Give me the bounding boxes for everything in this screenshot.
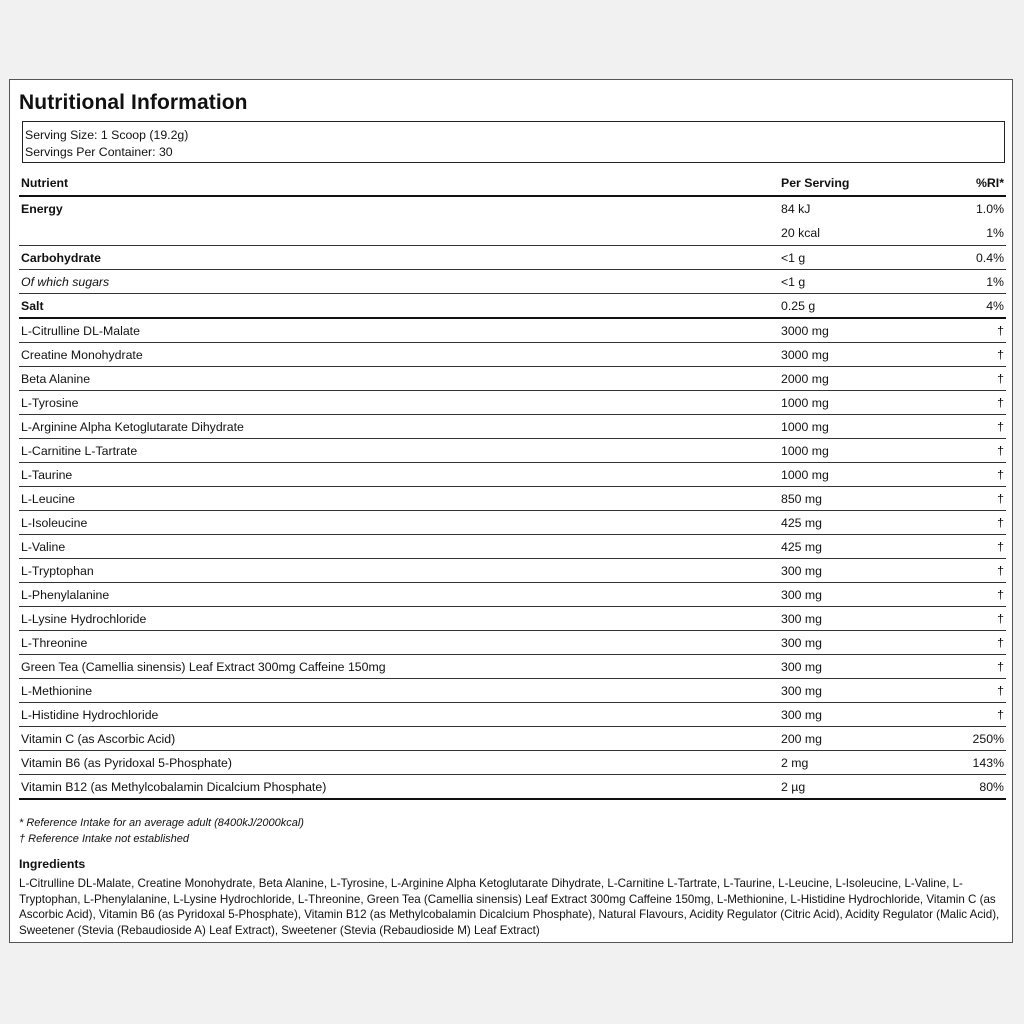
table-row: [19, 463, 1006, 487]
nutrient-amount: 1000 mg: [779, 463, 933, 487]
nutrient-amount: 425 mg: [779, 535, 933, 559]
nutrient-ri: †: [933, 559, 1006, 583]
table-row: [19, 511, 1006, 535]
table-row: [19, 751, 1006, 775]
nutrient-ri: †: [933, 631, 1006, 655]
table-row: [19, 559, 1006, 583]
nutrient-name: L-Citrulline DL-Malate: [19, 318, 779, 343]
table-row-energy-kcal: [19, 221, 1006, 246]
table-row: [19, 318, 1006, 343]
table-row: [19, 487, 1006, 511]
footnotes: [19, 815, 304, 847]
header-nutrient: Nutrient: [19, 170, 779, 196]
nutrient-name: Creatine Monohydrate: [19, 343, 779, 367]
nutrient-ri: †: [933, 343, 1006, 367]
salt-label: Salt: [19, 294, 779, 319]
nutrient-name: L-Arginine Alpha Ketoglutarate Dihydrate: [19, 415, 779, 439]
nutrient-ri: †: [933, 703, 1006, 727]
nutrient-ri: 80%: [933, 775, 1006, 800]
sugars-ri: 1%: [933, 270, 1006, 294]
nutrient-amount: 300 mg: [779, 631, 933, 655]
nutrient-name: Beta Alanine: [19, 367, 779, 391]
nutrient-name: L-Phenylalanine: [19, 583, 779, 607]
page-title: Nutritional Information: [19, 91, 248, 114]
table-row: [19, 583, 1006, 607]
energy-kcal-ri: 1%: [933, 221, 1006, 246]
table-row: [19, 679, 1006, 703]
nutrient-ri: †: [933, 463, 1006, 487]
nutrient-name: L-Methionine: [19, 679, 779, 703]
nutrient-amount: 1000 mg: [779, 415, 933, 439]
table-row: [19, 391, 1006, 415]
nutrient-ri: 143%: [933, 751, 1006, 775]
nutrient-amount: 300 mg: [779, 703, 933, 727]
header-ri: %RI*: [933, 170, 1006, 196]
nutrient-ri: †: [933, 535, 1006, 559]
carbohydrate-value: <1 g: [779, 246, 933, 270]
nutrient-name: L-Threonine: [19, 631, 779, 655]
salt-value: 0.25 g: [779, 294, 933, 319]
energy-kcal-value: 20 kcal: [779, 221, 933, 246]
nutrient-amount: 1000 mg: [779, 391, 933, 415]
energy-kj-ri: 1.0%: [975, 202, 1004, 216]
nutrient-ri: †: [933, 367, 1006, 391]
dagger-footnote: † Reference Intake not established: [19, 833, 190, 845]
energy-kj-value: 84 kJ: [781, 202, 811, 216]
nutrient-ri: †: [933, 679, 1006, 703]
nutrition-table: [19, 170, 1006, 800]
nutrient-amount: 300 mg: [779, 655, 933, 679]
nutrient-name: L-Histidine Hydrochloride: [19, 703, 779, 727]
table-row: [19, 415, 1006, 439]
table-row: [19, 631, 1006, 655]
nutrient-name: L-Valine: [19, 535, 779, 559]
table-row: [19, 535, 1006, 559]
nutrient-ri: †: [933, 583, 1006, 607]
nutrient-amount: 300 mg: [779, 607, 933, 631]
nutrient-amount: 2000 mg: [779, 367, 933, 391]
nutrient-amount: 425 mg: [779, 511, 933, 535]
nutrient-ri: †: [933, 511, 1006, 535]
nutrient-amount: 2 mg: [779, 751, 933, 775]
nutrition-panel: [9, 79, 1013, 943]
carbohydrate-ri: 0.4%: [933, 246, 1006, 270]
table-row: [19, 775, 1006, 800]
table-row: [19, 703, 1006, 727]
table-row-sugars: [19, 270, 1006, 294]
carbohydrate-label: Carbohydrate: [19, 246, 779, 270]
serving-size: Serving Size: 1 Scoop (19.2g): [25, 128, 189, 142]
table-row-carbohydrate: [19, 246, 1006, 270]
nutrient-name: L-Lysine Hydrochloride: [19, 607, 779, 631]
nutrient-ri: †: [933, 415, 1006, 439]
sugars-value: <1 g: [779, 270, 933, 294]
nutrient-ri: †: [933, 655, 1006, 679]
table-row: [19, 343, 1006, 367]
ingredients-text: L-Citrulline DL-Malate, Creatine Monohydrate, Beta Alanine, L-Tyrosine, L-Arginine Alpha Ketoglutarate Dihydrate, L-Carnitine L-Tartrate, L-Taurine, L-Leucine, L-Isoleucine, L-Valine, L-Tryptophan, L-Phenylalanine, L-Lysine Hydrochloride, L-Threonine, Green Tea (Camellia sinensis) Leaf Extract 300mg Caffeine 150mg, L-Methionine, L-Histidine Hydrochloride, Vitamin C (as Ascorbic Acid), Vitamin B6 (as Pyridoxal 5-Phosphate), Vitamin B12 (as Methylcobalamin Dicalcium Phosphate), Natural Flavours, Acidity Regulator (Citric Acid), Acidity Regulator (Malic Acid), Sweetener (Stevia (Rebaudioside A) Leaf Extract), Sweetener (Stevia (Rebaudioside M) Leaf Extract): [19, 877, 1000, 937]
table-row: [19, 655, 1006, 679]
table-header-row: [19, 170, 1006, 196]
nutrient-name: L-Taurine: [19, 463, 779, 487]
nutrient-name: Vitamin B6 (as Pyridoxal 5-Phosphate): [19, 751, 779, 775]
nutrient-name: L-Leucine: [19, 487, 779, 511]
serving-info-box: [22, 121, 1005, 163]
nutrient-name: Vitamin C (as Ascorbic Acid): [19, 727, 779, 751]
nutrient-amount: 1000 mg: [779, 439, 933, 463]
nutrient-ri: †: [933, 391, 1006, 415]
nutrient-amount: 3000 mg: [779, 318, 933, 343]
nutrient-name: L-Tryptophan: [19, 559, 779, 583]
nutrient-amount: 200 mg: [779, 727, 933, 751]
nutrient-amount: 850 mg: [779, 487, 933, 511]
table-body: [19, 196, 1006, 799]
nutrient-amount: 300 mg: [779, 583, 933, 607]
nutrient-ri: †: [933, 607, 1006, 631]
servings-per-container: Servings Per Container: 30: [25, 144, 173, 159]
nutrient-ri: 250%: [933, 727, 1006, 751]
nutrient-ri: †: [933, 318, 1006, 343]
nutrient-name: L-Isoleucine: [19, 511, 779, 535]
ingredients-heading: Ingredients: [19, 857, 86, 871]
nutrient-amount: 300 mg: [779, 559, 933, 583]
energy-label: Energy: [21, 202, 63, 216]
nutrient-ri: †: [933, 439, 1006, 463]
nutrient-name: L-Tyrosine: [19, 391, 779, 415]
nutrient-amount: 300 mg: [779, 679, 933, 703]
ri-footnote: * Reference Intake for an average adult (8400kJ/2000kcal): [19, 817, 304, 829]
nutrient-name: Green Tea (Camellia sinensis) Leaf Extract 300mg Caffeine 150mg: [19, 655, 779, 679]
table-row: [19, 367, 1006, 391]
nutrient-amount: 2 µg: [779, 775, 933, 800]
nutrient-name: Vitamin B12 (as Methylcobalamin Dicalcium Phosphate): [19, 775, 779, 800]
sugars-label: Of which sugars: [19, 270, 779, 294]
nutrient-ri: †: [933, 487, 1006, 511]
nutrient-amount: 3000 mg: [779, 343, 933, 367]
table-row: [19, 727, 1006, 751]
table-row: [19, 439, 1006, 463]
table-row: [19, 607, 1006, 631]
nutrient-name: L-Carnitine L-Tartrate: [19, 439, 779, 463]
salt-ri: 4%: [933, 294, 1006, 319]
table-row-energy-kj: [19, 196, 1006, 221]
header-per-serving: Per Serving: [779, 170, 933, 196]
table-row-salt: [19, 294, 1006, 319]
